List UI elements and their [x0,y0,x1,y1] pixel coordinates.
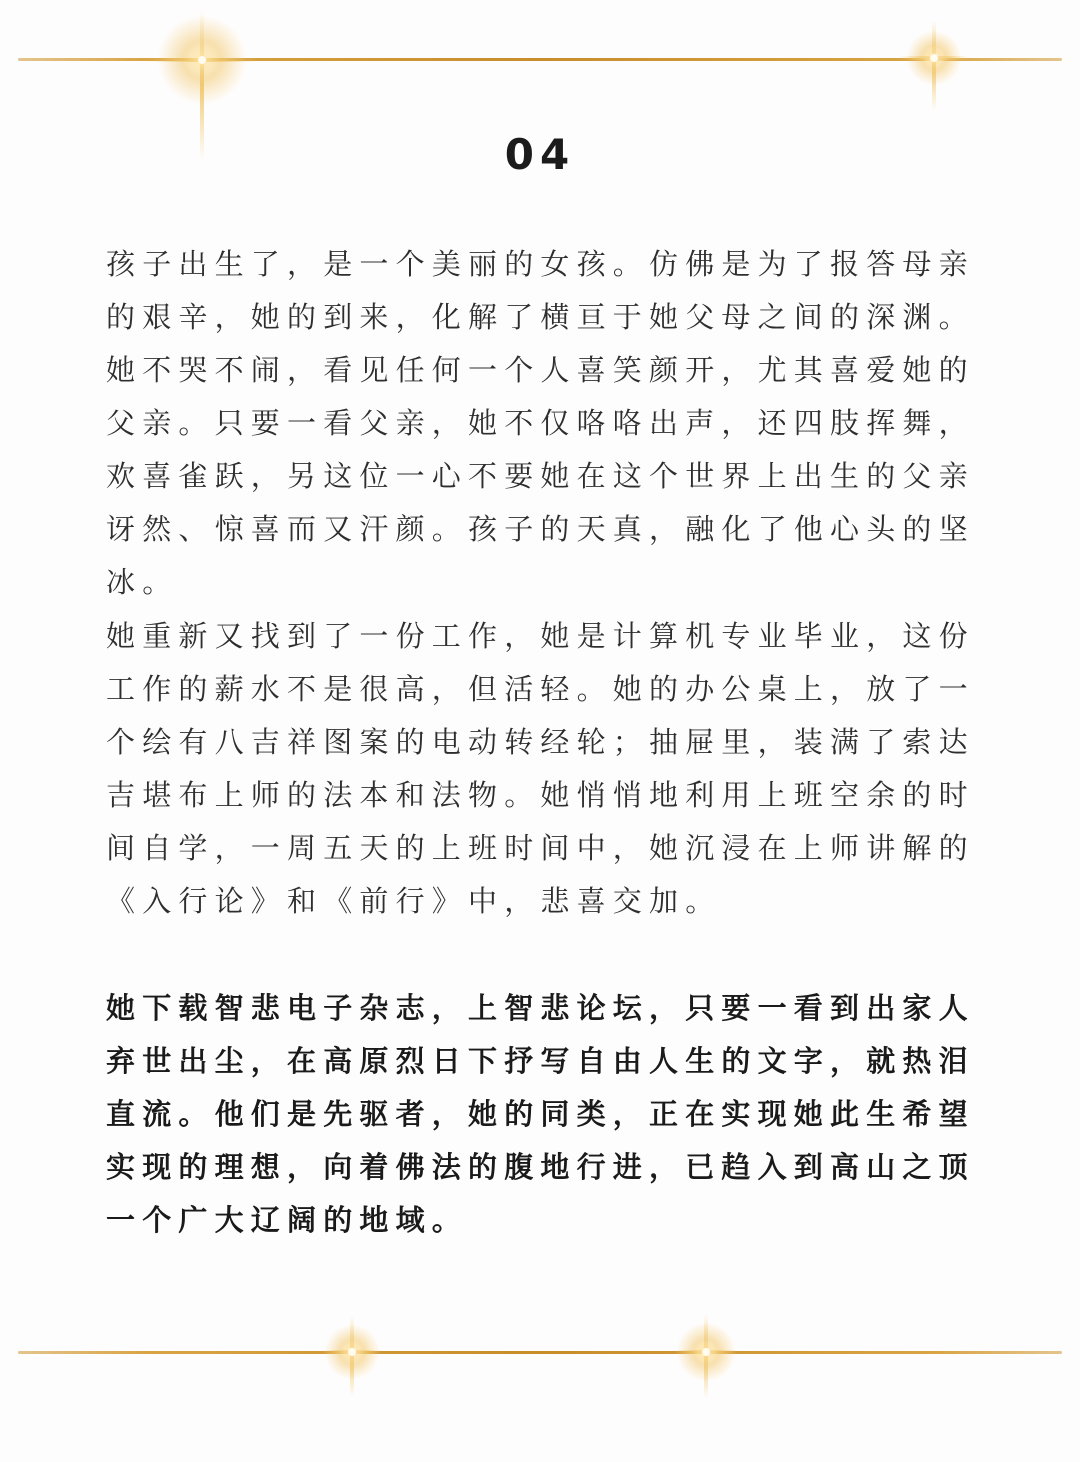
paragraph-3-bold: 她下载智悲电子杂志，上智悲论坛，只要一看到出家人弃世出尘，在高原烈日下抒写自由人生的文字，就热泪直流。他们是先驱者，她的同类，正在实现她此生希望实现的理想，向着佛法的腹地行进，已趋入到高山之顶一个广大辽阔的地域。 [106,991,975,1237]
section-number: 04 [504,130,576,179]
paragraph-2: 她重新又找到了一份工作，她是计算机专业毕业，这份工作的薪水不是很高，但活轻。她的办公桌上，放了一个绘有八吉祥图案的电动转经轮；抽屉里，装满了索达吉堪布上师的法本和法物。她悄悄地利用上班空余的时间自学，一周五天的上班时间中，她沉浸在上师讲解的《入行论》和《前行》中，悲喜交加。 [106,619,975,918]
bottom-gold-divider [18,1351,1062,1354]
paragraph-1: 孩子出生了，是一个美丽的女孩。仿佛是为了报答母亲的艰辛，她的到来，化解了横亘于她父母之间的深渊。她不哭不闹，看见任何一个人喜笑颜开，尤其喜爱她的父亲。只要一看父亲，她不仅咯咯出声，还四肢挥舞，欢喜雀跃，另这位一心不要她在这个世界上出生的父亲讶然、惊喜而又汗颜。孩子的天真，融化了他心头的坚冰。 [106,247,975,599]
